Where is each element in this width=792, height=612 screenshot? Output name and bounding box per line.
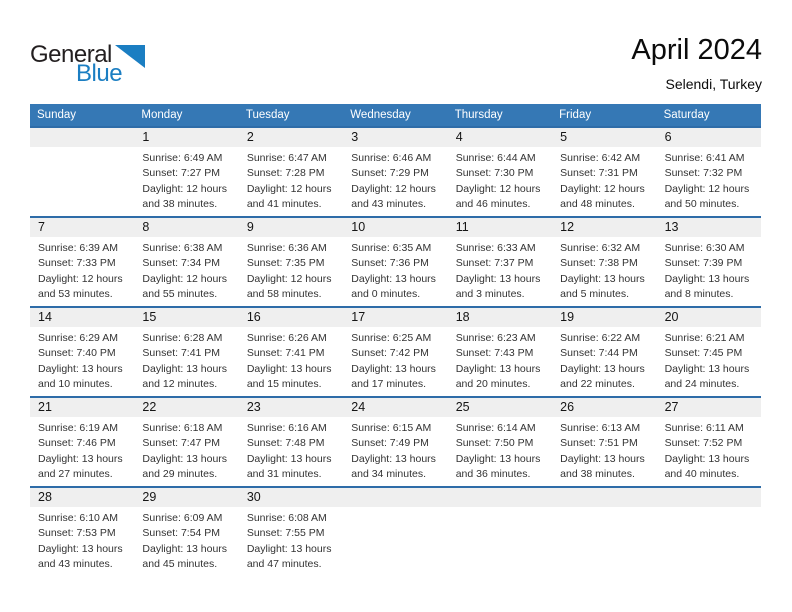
sunrise-line: Sunrise: 6:09 AM [142, 512, 223, 524]
day-sun-details [30, 237, 134, 303]
sunset-line: Sunset: 7:34 PM [142, 257, 221, 270]
empty-day-cell [343, 488, 447, 576]
day-cell-30 [239, 488, 343, 576]
sunset-line: Sunset: 7:43 PM [455, 347, 534, 360]
day-number: 8 [134, 218, 238, 237]
daylight-line-1: Daylight: 13 hours [142, 452, 228, 465]
page-title-month: April 2024 [631, 34, 762, 66]
day-number: 10 [343, 218, 447, 237]
sunset-line: Sunset: 7:40 PM [38, 347, 116, 360]
day-number: 3 [343, 128, 447, 147]
sunset-line: Sunset: 7:54 PM [142, 527, 221, 540]
daylight-line-1: Daylight: 13 hours [38, 362, 123, 375]
daylight-line-1: Daylight: 13 hours [38, 542, 123, 555]
sunrise-line: Sunrise: 6:22 AM [560, 332, 641, 344]
sunrise-line: Sunrise: 6:28 AM [142, 332, 223, 344]
day-number: 21 [30, 398, 134, 417]
sunrise-line: Sunrise: 6:15 AM [351, 422, 432, 434]
daylight-line-2: and 8 minutes. [664, 288, 734, 301]
sunrise-line: Sunrise: 6:08 AM [246, 512, 327, 524]
daylight-line-2: and 36 minutes. [455, 468, 531, 481]
sunrise-line: Sunrise: 6:19 AM [38, 422, 118, 434]
daylight-line-1: Daylight: 13 hours [351, 452, 436, 465]
daylight-line-2: and 17 minutes. [351, 378, 426, 391]
daylight-line-1: Daylight: 13 hours [560, 272, 645, 285]
daylight-line-1: Daylight: 12 hours [38, 272, 123, 285]
sunset-line: Sunset: 7:49 PM [351, 437, 429, 450]
sunset-line: Sunset: 7:36 PM [351, 257, 429, 270]
day-cell-1 [134, 128, 238, 216]
day-number: 23 [239, 398, 343, 417]
sunset-line: Sunset: 7:52 PM [664, 437, 743, 450]
sunrise-line: Sunrise: 6:10 AM [38, 512, 118, 524]
daylight-line-1: Daylight: 12 hours [351, 182, 436, 195]
day-cell-26 [552, 398, 656, 486]
daylight-line-2: and 31 minutes. [246, 468, 322, 481]
day-cell-5 [552, 128, 656, 216]
day-sun-details [657, 417, 761, 483]
daylight-line-2: and 43 minutes. [351, 198, 426, 211]
day-cell-22 [134, 398, 238, 486]
sunset-line: Sunset: 7:55 PM [246, 527, 325, 540]
day-number: 9 [239, 218, 343, 237]
sunrise-line: Sunrise: 6:39 AM [38, 242, 118, 254]
day-number: 5 [552, 128, 656, 147]
sunrise-line: Sunrise: 6:21 AM [664, 332, 745, 344]
daylight-line-1: Daylight: 12 hours [664, 182, 750, 195]
daylight-line-2: and 22 minutes. [560, 378, 635, 391]
day-number: 19 [552, 308, 656, 327]
daylight-line-2: and 15 minutes. [246, 378, 322, 391]
day-sun-details [657, 147, 761, 213]
day-number: 25 [448, 398, 552, 417]
day-sun-details [552, 147, 656, 213]
sunset-line: Sunset: 7:45 PM [664, 347, 743, 360]
day-sun-details [657, 237, 761, 303]
day-sun-details [552, 237, 656, 303]
daylight-line-1: Daylight: 13 hours [246, 452, 332, 465]
day-number: 15 [134, 308, 238, 327]
daylight-line-1: Daylight: 13 hours [455, 362, 541, 375]
weekday-header-friday: Friday [559, 109, 592, 121]
day-cell-23 [239, 398, 343, 486]
sunrise-line: Sunrise: 6:44 AM [455, 152, 536, 164]
daylight-line-2: and 48 minutes. [560, 198, 635, 211]
day-number: 12 [552, 218, 656, 237]
day-cell-8 [134, 218, 238, 306]
sunset-line: Sunset: 7:41 PM [142, 347, 221, 360]
day-sun-details [134, 327, 238, 393]
day-number-empty [343, 488, 447, 507]
daylight-line-1: Daylight: 13 hours [455, 452, 541, 465]
day-number: 17 [343, 308, 447, 327]
day-cell-4 [448, 128, 552, 216]
day-number: 1 [134, 128, 238, 147]
day-number: 30 [239, 488, 343, 507]
day-cell-11 [448, 218, 552, 306]
day-number-empty [657, 488, 761, 507]
daylight-line-1: Daylight: 13 hours [560, 452, 645, 465]
daylight-line-2: and 46 minutes. [455, 198, 531, 211]
daylight-line-2: and 38 minutes. [560, 468, 635, 481]
day-sun-details [134, 417, 238, 483]
daylight-line-2: and 10 minutes. [38, 378, 113, 391]
sunrise-line: Sunrise: 6:41 AM [664, 152, 745, 164]
day-cell-25 [448, 398, 552, 486]
daylight-line-2: and 40 minutes. [664, 468, 740, 481]
sunrise-line: Sunrise: 6:18 AM [142, 422, 223, 434]
daylight-line-1: Daylight: 13 hours [246, 362, 332, 375]
day-number: 16 [239, 308, 343, 327]
sunrise-line: Sunrise: 6:47 AM [246, 152, 327, 164]
week-row-2 [30, 216, 761, 306]
day-sun-details [30, 507, 134, 573]
weekday-header-sunday: Sunday [37, 109, 77, 121]
general-blue-logo [30, 41, 145, 88]
sunset-line: Sunset: 7:29 PM [351, 167, 429, 180]
day-number: 22 [134, 398, 238, 417]
day-number: 2 [239, 128, 343, 147]
day-cell-21 [30, 398, 134, 486]
sunset-line: Sunset: 7:51 PM [560, 437, 638, 450]
day-cell-18 [448, 308, 552, 396]
day-number-empty [30, 128, 134, 147]
sunset-line: Sunset: 7:44 PM [560, 347, 638, 360]
logo-text-general: General [30, 41, 112, 68]
day-number: 11 [448, 218, 552, 237]
day-number: 26 [552, 398, 656, 417]
day-cell-19 [552, 308, 656, 396]
day-sun-details [239, 147, 343, 213]
daylight-line-2: and 20 minutes. [455, 378, 531, 391]
day-cell-13 [657, 218, 761, 306]
sunrise-line: Sunrise: 6:13 AM [560, 422, 641, 434]
sunset-line: Sunset: 7:28 PM [246, 167, 325, 180]
day-cell-14 [30, 308, 134, 396]
sunrise-line: Sunrise: 6:33 AM [455, 242, 536, 254]
day-sun-details [552, 417, 656, 483]
day-cell-3 [343, 128, 447, 216]
day-sun-details [448, 237, 552, 303]
empty-day-cell [448, 488, 552, 576]
day-sun-details [343, 417, 447, 483]
daylight-line-1: Daylight: 13 hours [664, 272, 750, 285]
day-cell-16 [239, 308, 343, 396]
day-sun-details [239, 507, 343, 573]
day-sun-details [448, 327, 552, 393]
sunset-line: Sunset: 7:42 PM [351, 347, 429, 360]
sunrise-line: Sunrise: 6:11 AM [664, 422, 744, 434]
week-row-1 [30, 126, 761, 216]
sunrise-line: Sunrise: 6:30 AM [664, 242, 745, 254]
day-number: 20 [657, 308, 761, 327]
day-cell-20 [657, 308, 761, 396]
daylight-line-2: and 55 minutes. [142, 288, 218, 301]
daylight-line-2: and 38 minutes. [142, 198, 218, 211]
daylight-line-2: and 47 minutes. [246, 558, 322, 571]
sunrise-line: Sunrise: 6:38 AM [142, 242, 223, 254]
sunrise-line: Sunrise: 6:42 AM [560, 152, 641, 164]
day-number: 24 [343, 398, 447, 417]
sunrise-line: Sunrise: 6:25 AM [351, 332, 432, 344]
calendar-body [30, 126, 761, 576]
daylight-line-2: and 5 minutes. [560, 288, 630, 301]
sunset-line: Sunset: 7:31 PM [560, 167, 638, 180]
day-sun-details [134, 147, 238, 213]
day-cell-27 [657, 398, 761, 486]
day-sun-details [30, 327, 134, 393]
week-row-5 [30, 486, 761, 576]
daylight-line-1: Daylight: 13 hours [351, 362, 436, 375]
day-sun-details [657, 327, 761, 393]
day-cell-17 [343, 308, 447, 396]
day-sun-details [343, 147, 447, 213]
daylight-line-2: and 41 minutes. [246, 198, 322, 211]
daylight-line-1: Daylight: 13 hours [142, 362, 228, 375]
sunrise-line: Sunrise: 6:46 AM [351, 152, 432, 164]
sunset-line: Sunset: 7:30 PM [455, 167, 534, 180]
day-cell-15 [134, 308, 238, 396]
weekday-header-saturday: Saturday [663, 109, 710, 121]
sunrise-line: Sunrise: 6:32 AM [560, 242, 641, 254]
weekday-header-monday: Monday [141, 109, 183, 121]
day-cell-24 [343, 398, 447, 486]
day-number: 7 [30, 218, 134, 237]
daylight-line-1: Daylight: 12 hours [142, 182, 228, 195]
daylight-line-1: Daylight: 12 hours [455, 182, 541, 195]
daylight-line-1: Daylight: 13 hours [142, 542, 228, 555]
daylight-line-1: Daylight: 12 hours [142, 272, 228, 285]
page-subtitle-location: Selendi, Turkey [665, 76, 762, 92]
daylight-line-1: Daylight: 13 hours [560, 362, 645, 375]
sunset-line: Sunset: 7:48 PM [246, 437, 325, 450]
day-cell-9 [239, 218, 343, 306]
sunset-line: Sunset: 7:53 PM [38, 527, 116, 540]
daylight-line-2: and 24 minutes. [664, 378, 740, 391]
day-sun-details [134, 507, 238, 573]
daylight-line-2: and 53 minutes. [38, 288, 113, 301]
sunrise-line: Sunrise: 6:36 AM [246, 242, 327, 254]
sunset-line: Sunset: 7:50 PM [455, 437, 534, 450]
sunset-line: Sunset: 7:33 PM [38, 257, 116, 270]
daylight-line-2: and 43 minutes. [38, 558, 113, 571]
calendar-table [30, 104, 761, 576]
daylight-line-1: Daylight: 13 hours [664, 362, 750, 375]
daylight-line-2: and 12 minutes. [142, 378, 218, 391]
empty-day-cell [30, 128, 134, 216]
day-sun-details [448, 147, 552, 213]
day-number: 28 [30, 488, 134, 507]
daylight-line-2: and 29 minutes. [142, 468, 218, 481]
day-sun-details [448, 417, 552, 483]
sunrise-line: Sunrise: 6:35 AM [351, 242, 432, 254]
daylight-line-2: and 50 minutes. [664, 198, 740, 211]
sunrise-line: Sunrise: 6:26 AM [246, 332, 327, 344]
sunset-line: Sunset: 7:37 PM [455, 257, 534, 270]
day-sun-details [552, 327, 656, 393]
sunrise-line: Sunrise: 6:29 AM [38, 332, 118, 344]
sunrise-line: Sunrise: 6:23 AM [455, 332, 536, 344]
weekday-header-wednesday: Wednesday [350, 109, 411, 121]
day-cell-29 [134, 488, 238, 576]
daylight-line-1: Daylight: 13 hours [664, 452, 750, 465]
day-number-empty [448, 488, 552, 507]
sunset-line: Sunset: 7:47 PM [142, 437, 221, 450]
day-sun-details [239, 417, 343, 483]
day-sun-details [239, 327, 343, 393]
daylight-line-2: and 45 minutes. [142, 558, 218, 571]
day-cell-2 [239, 128, 343, 216]
daylight-line-1: Daylight: 12 hours [246, 182, 332, 195]
sunset-line: Sunset: 7:27 PM [142, 167, 221, 180]
daylight-line-2: and 34 minutes. [351, 468, 426, 481]
sunrise-line: Sunrise: 6:16 AM [246, 422, 327, 434]
day-number: 13 [657, 218, 761, 237]
day-cell-10 [343, 218, 447, 306]
week-row-3 [30, 306, 761, 396]
sunset-line: Sunset: 7:38 PM [560, 257, 638, 270]
day-number-empty [552, 488, 656, 507]
sunset-line: Sunset: 7:39 PM [664, 257, 743, 270]
day-cell-28 [30, 488, 134, 576]
weekday-header-thursday: Thursday [454, 109, 503, 121]
sunset-line: Sunset: 7:35 PM [246, 257, 325, 270]
day-number: 14 [30, 308, 134, 327]
daylight-line-2: and 58 minutes. [246, 288, 322, 301]
daylight-line-2: and 27 minutes. [38, 468, 113, 481]
day-number: 18 [448, 308, 552, 327]
daylight-line-1: Daylight: 13 hours [246, 542, 332, 555]
daylight-line-1: Daylight: 12 hours [560, 182, 645, 195]
daylight-line-1: Daylight: 13 hours [351, 272, 436, 285]
sunset-line: Sunset: 7:46 PM [38, 437, 116, 450]
day-number: 27 [657, 398, 761, 417]
day-number: 29 [134, 488, 238, 507]
sunrise-line: Sunrise: 6:49 AM [142, 152, 223, 164]
daylight-line-1: Daylight: 12 hours [246, 272, 332, 285]
day-cell-12 [552, 218, 656, 306]
weekday-header-tuesday: Tuesday [245, 109, 290, 121]
empty-day-cell [657, 488, 761, 576]
logo-text-blue: Blue [76, 60, 123, 87]
sunrise-line: Sunrise: 6:14 AM [455, 422, 536, 434]
sunset-line: Sunset: 7:32 PM [664, 167, 743, 180]
daylight-line-1: Daylight: 13 hours [455, 272, 541, 285]
week-row-4 [30, 396, 761, 486]
day-cell-6 [657, 128, 761, 216]
day-number: 6 [657, 128, 761, 147]
day-sun-details [134, 237, 238, 303]
sunset-line: Sunset: 7:41 PM [246, 347, 325, 360]
daylight-line-2: and 3 minutes. [455, 288, 525, 301]
day-number: 4 [448, 128, 552, 147]
day-cell-7 [30, 218, 134, 306]
day-sun-details [30, 417, 134, 483]
day-sun-details [343, 237, 447, 303]
day-sun-details [239, 237, 343, 303]
weekday-header-row [30, 104, 761, 126]
daylight-line-1: Daylight: 13 hours [38, 452, 123, 465]
empty-day-cell [552, 488, 656, 576]
day-sun-details [343, 327, 447, 393]
daylight-line-2: and 0 minutes. [351, 288, 421, 301]
